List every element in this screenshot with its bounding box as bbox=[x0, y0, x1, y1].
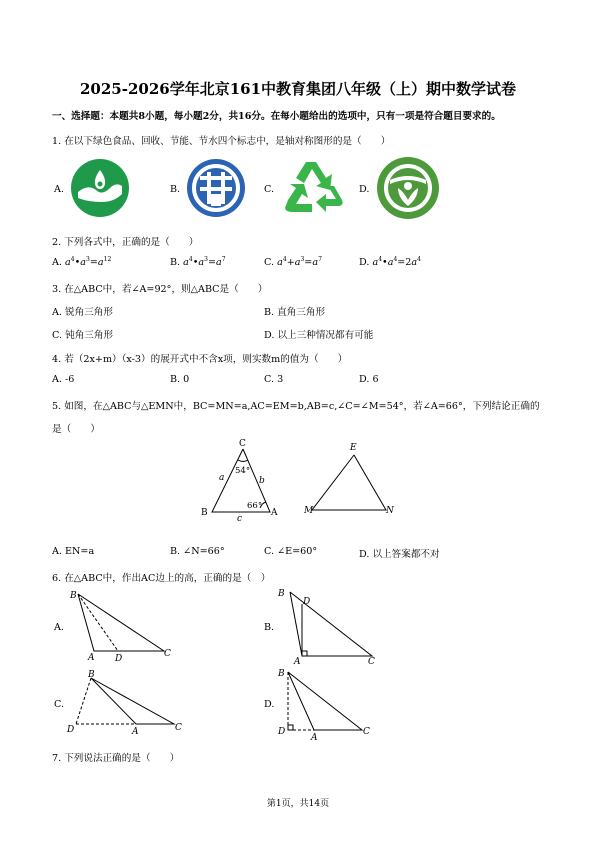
q2-option-b: B. $a^4•a^3=a^7$ bbox=[170, 256, 226, 268]
q6-option-c-label: C. bbox=[54, 699, 65, 710]
q5-label-n-vertex: N bbox=[386, 506, 394, 516]
energy-saving-logo-icon bbox=[186, 158, 246, 218]
q3-option-c: C. 钝角三角形 bbox=[52, 330, 114, 341]
q6a-label-b: B bbox=[70, 591, 77, 601]
q6d-label-d: D bbox=[278, 727, 286, 737]
q5-option-d: D. 以上答案都不对 bbox=[359, 549, 440, 560]
q6c-label-d: D bbox=[67, 725, 75, 735]
q4-option-c: C. 3 bbox=[264, 374, 284, 385]
q5-label-e-vertex: E bbox=[350, 443, 357, 453]
q2-option-c: C. $a^4+a^3=a^7$ bbox=[264, 256, 322, 268]
green-food-logo-icon bbox=[70, 158, 130, 218]
q1-option-d-label: D. bbox=[359, 184, 370, 195]
q6-option-d-figure bbox=[274, 664, 384, 742]
page-footer: 第1页，共14页 bbox=[266, 799, 330, 809]
q1-option-c-label: C. bbox=[264, 184, 275, 195]
q6c-label-b: B bbox=[88, 670, 95, 680]
q3-option-b: B. 直角三角形 bbox=[264, 307, 326, 318]
q5-triangles-figure bbox=[196, 436, 406, 524]
q6b-label-d: D bbox=[303, 597, 311, 607]
q4-option-a: A. -6 bbox=[52, 374, 75, 385]
q3-option-a: A. 锐角三角形 bbox=[52, 307, 113, 318]
q5-label-a-vertex: A bbox=[271, 508, 278, 518]
question-2-stem: 2. 下列各式中，正确的是（ ） bbox=[52, 237, 199, 248]
q5-label-side-b: b bbox=[259, 476, 265, 486]
question-5-stem-line1: 5. 如图，在△ABC与△EMN中，BC=MN=a,AC=EM=b,AB=c,∠C=∠M=54°，若∠A=66°，下列结论正确的 bbox=[52, 401, 540, 412]
q5-label-side-c: c bbox=[237, 514, 243, 524]
q5-option-c: C. ∠E=60° bbox=[264, 546, 318, 557]
q4-option-d: D. 6 bbox=[359, 374, 379, 385]
q6a-label-a: A bbox=[88, 653, 95, 663]
q6c-label-a: A bbox=[132, 727, 139, 736]
question-5-stem-line2: 是（ ） bbox=[52, 424, 100, 435]
q6-option-d-label: D. bbox=[264, 699, 275, 710]
q6c-label-c: C bbox=[175, 723, 182, 733]
q5-label-angle-66: 66° bbox=[247, 501, 263, 511]
q6b-label-b: B bbox=[278, 589, 285, 599]
q2-option-a: A. $a^4•a^3=a^{12}$ bbox=[52, 256, 112, 268]
q1-option-a-label: A. bbox=[54, 184, 64, 195]
q5-label-angle-54: 54° bbox=[235, 466, 251, 476]
q6b-label-c: C bbox=[368, 657, 375, 664]
q2-option-d: D. $a^4•a^4=2a^4$ bbox=[359, 256, 421, 268]
q5-label-m-vertex: M bbox=[304, 506, 314, 516]
q6a-label-c: C bbox=[164, 649, 171, 659]
q3-option-d: D. 以上三种情况都有可能 bbox=[264, 330, 374, 341]
water-saving-logo-icon bbox=[376, 156, 440, 220]
q6-option-a-figure bbox=[68, 588, 178, 664]
q5-label-side-a: a bbox=[219, 473, 225, 483]
q6b-label-a: A bbox=[294, 657, 301, 664]
section-heading: 一、选择题：本题共8小题，每小题2分，共16分。在每小题给出的选项中，只有一项是符合题目要求的。 bbox=[52, 111, 501, 122]
question-7-stem: 7. 下列说法正确的是（ ） bbox=[52, 753, 180, 764]
q1-option-b-label: B. bbox=[170, 184, 181, 195]
q5-option-b: B. ∠N=66° bbox=[170, 546, 225, 557]
q6d-label-b: B bbox=[278, 669, 285, 679]
question-3-stem: 3. 在△ABC中，若∠A=92°，则△ABC是（ ） bbox=[52, 284, 268, 295]
q6-option-a-label: A. bbox=[54, 622, 64, 633]
q5-label-b-vertex: B bbox=[201, 508, 208, 518]
q5-label-c-vertex: C bbox=[239, 439, 246, 449]
question-4-stem: 4. 若（2x+m）（x-3）的展开式中不含x项，则实数m的值为（ ） bbox=[52, 354, 348, 365]
q6-option-c-figure bbox=[64, 668, 190, 736]
q6-option-b-label: B. bbox=[264, 622, 275, 633]
page-title: 2025-2026学年北京161中教育集团八年级（上）期中数学试卷 bbox=[79, 80, 517, 98]
question-6-stem: 6. 在△ABC中，作出AC边上的高，正确的是（ ） bbox=[52, 573, 271, 584]
q6d-label-c: C bbox=[363, 727, 370, 737]
question-1-stem: 1. 在以下绿色食品、回收、节能、节水四个标志中，是轴对称图形的是（ ） bbox=[52, 136, 391, 147]
q6a-label-d: D bbox=[115, 654, 123, 664]
recycling-logo-icon bbox=[280, 156, 350, 220]
q6d-label-a: A bbox=[311, 733, 318, 742]
q5-option-a: A. EN=a bbox=[52, 546, 95, 557]
q4-option-b: B. 0 bbox=[170, 374, 190, 385]
q6-option-b-figure bbox=[276, 586, 386, 664]
